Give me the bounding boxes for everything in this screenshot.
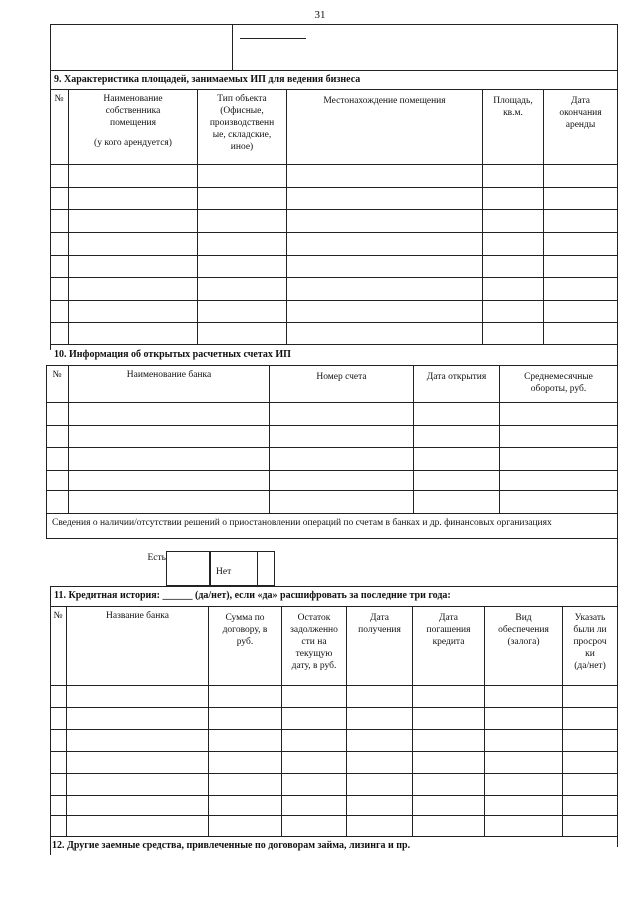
section11-header-bank: Название банка xyxy=(106,611,169,621)
section10-note-bottom xyxy=(46,538,618,539)
yes-label: Есть xyxy=(147,553,166,563)
section10-row-line xyxy=(46,425,618,426)
section11-title-top xyxy=(50,586,618,587)
top-box-divider xyxy=(232,24,233,70)
section11-row-line xyxy=(50,707,618,708)
page-number: 31 xyxy=(314,9,326,21)
section11-row-line xyxy=(50,795,618,796)
section9-border-left xyxy=(50,70,51,350)
section9-col-divider xyxy=(286,89,287,344)
section9-row-line xyxy=(50,187,618,188)
section11-row-line xyxy=(50,685,618,686)
section11-header-sum: Сумма по договору, в руб. xyxy=(222,613,268,647)
section11-row-line xyxy=(50,729,618,730)
no-checkbox[interactable] xyxy=(258,551,275,586)
section9-row-line xyxy=(50,164,618,165)
section11-header-received: Дата получения xyxy=(358,613,401,635)
section11-row-line xyxy=(50,751,618,752)
page-frame-right xyxy=(617,24,618,847)
section9-header-location: Местонахождение помещения xyxy=(323,96,446,106)
section10-row-line xyxy=(46,490,618,491)
section9-row-line xyxy=(50,277,618,278)
section11-col-divider xyxy=(346,606,347,836)
section9-header-end-date: Дата окончания аренды xyxy=(559,96,602,130)
section9-header-area: Площадь, кв.м. xyxy=(493,96,533,118)
section11-header-collateral: Вид обеспечения (залога) xyxy=(498,613,549,647)
yes-checkbox[interactable] xyxy=(166,551,210,586)
section11-border-left xyxy=(50,586,51,847)
section10-header-account: Номер счета xyxy=(316,372,367,382)
section11-row-line xyxy=(50,773,618,774)
section10-title: 10. Информация об открытых расчетных счетах ИП xyxy=(54,349,291,360)
section10-row-line xyxy=(46,402,618,403)
section9-title: 9. Характеристика площадей, занимаемых ИП для ведения бизнеса xyxy=(54,74,361,85)
section9-row-line xyxy=(50,322,618,323)
section11-header-overdue: Указать были ли просроч ки (да/нет) xyxy=(573,613,607,671)
section9-header-top xyxy=(50,89,618,90)
section9-row-line xyxy=(50,209,618,210)
section9-col-divider xyxy=(482,89,483,344)
section12-border-left xyxy=(50,847,51,855)
section10-header-num: № xyxy=(52,370,62,380)
section10-header-top xyxy=(46,365,618,366)
no-label: Нет xyxy=(216,567,232,577)
section9-bottom xyxy=(50,344,618,345)
section10-header-turnover: Среднемесячные обороты, руб. xyxy=(524,372,593,394)
section11-header-top xyxy=(50,606,618,607)
section9-header-owner: Наименование собственника помещения (у кого арендуется) xyxy=(94,94,172,148)
top-box-blank-line xyxy=(240,38,306,39)
section11-row-line xyxy=(50,815,618,816)
section11-bottom xyxy=(50,836,618,837)
section10-bottom xyxy=(46,513,618,514)
section10-note: Сведения о наличии/отсутствии решений о приостановлении операций по счетам в банках и др. финансовых организациях xyxy=(52,518,552,528)
section9-header-num: № xyxy=(54,94,64,104)
section12-title: 12. Другие заемные средства, привлеченные по договорам займа, лизинга и пр. xyxy=(52,840,411,851)
top-box-border-top xyxy=(50,24,618,25)
section9-row-line xyxy=(50,255,618,256)
section9-row-line xyxy=(50,232,618,233)
section10-row-line xyxy=(46,470,618,471)
section11-col-divider xyxy=(66,606,67,836)
section9-title-top xyxy=(50,70,618,71)
section9-row-line xyxy=(50,300,618,301)
section10-header-bank: Наименование банка xyxy=(126,370,212,380)
section11-header-repay: Дата погашения кредита xyxy=(426,613,471,647)
section10-row-line xyxy=(46,447,618,448)
section11-header-debt: Остаток задолженно сти на текущую дату, в руб. xyxy=(290,613,338,671)
section11-title: 11. Кредитная история: ______ (да/нет), если «да» расшифровать за последние три года: xyxy=(54,590,451,601)
top-box-border-left xyxy=(50,24,51,70)
section11-header-num: № xyxy=(53,611,63,621)
section10-header-opened: Дата открытия xyxy=(426,372,487,382)
section9-header-type: Тип объекта (Офисные, производственн ые, складские, иное) xyxy=(209,94,275,152)
